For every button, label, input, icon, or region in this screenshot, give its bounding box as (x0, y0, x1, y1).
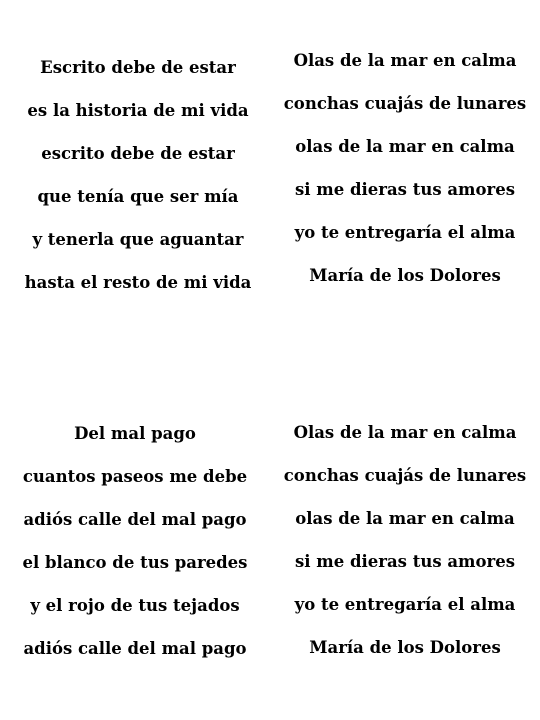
verse-line: hasta el resto de mi vida (24, 273, 252, 292)
verse-line: María de los Dolores (309, 266, 501, 285)
verse-line: el blanco de tus paredes (22, 553, 248, 572)
verse-line: yo te entregaría el alma (294, 595, 516, 614)
verse-line: si me dieras tus amores (294, 552, 515, 571)
verse-line: y tenerla que aguantar (32, 230, 244, 249)
verse-line: Olas de la mar en calma (293, 423, 517, 442)
verse-line: María de los Dolores (309, 638, 501, 657)
verse-line: si me dieras tus amores (294, 180, 515, 199)
verse-line: adiós calle del mal pago (23, 639, 247, 658)
verse-line: es la historia de mi vida (27, 101, 249, 120)
verse-line: olas de la mar en calma (295, 509, 515, 528)
verse-line: conchas cuajás de lunares (283, 94, 527, 113)
verse-line: cuantos paseos me debe (22, 467, 248, 486)
verse-line: yo te entregaría el alma (294, 223, 516, 242)
verse-line: que tenía que ser mía (37, 187, 239, 206)
verse-line: conchas cuajás de lunares (283, 466, 527, 485)
verse-line: Olas de la mar en calma (293, 51, 517, 70)
verse-line: Del mal pago (74, 424, 196, 443)
verse-line: Escrito debe de estar (40, 58, 236, 77)
verse-line: escrito debe de estar (41, 144, 235, 163)
verse-line: olas de la mar en calma (295, 137, 515, 156)
verse-line: adiós calle del mal pago (23, 510, 247, 529)
verse-line: y el rojo de tus tejados (30, 596, 240, 615)
